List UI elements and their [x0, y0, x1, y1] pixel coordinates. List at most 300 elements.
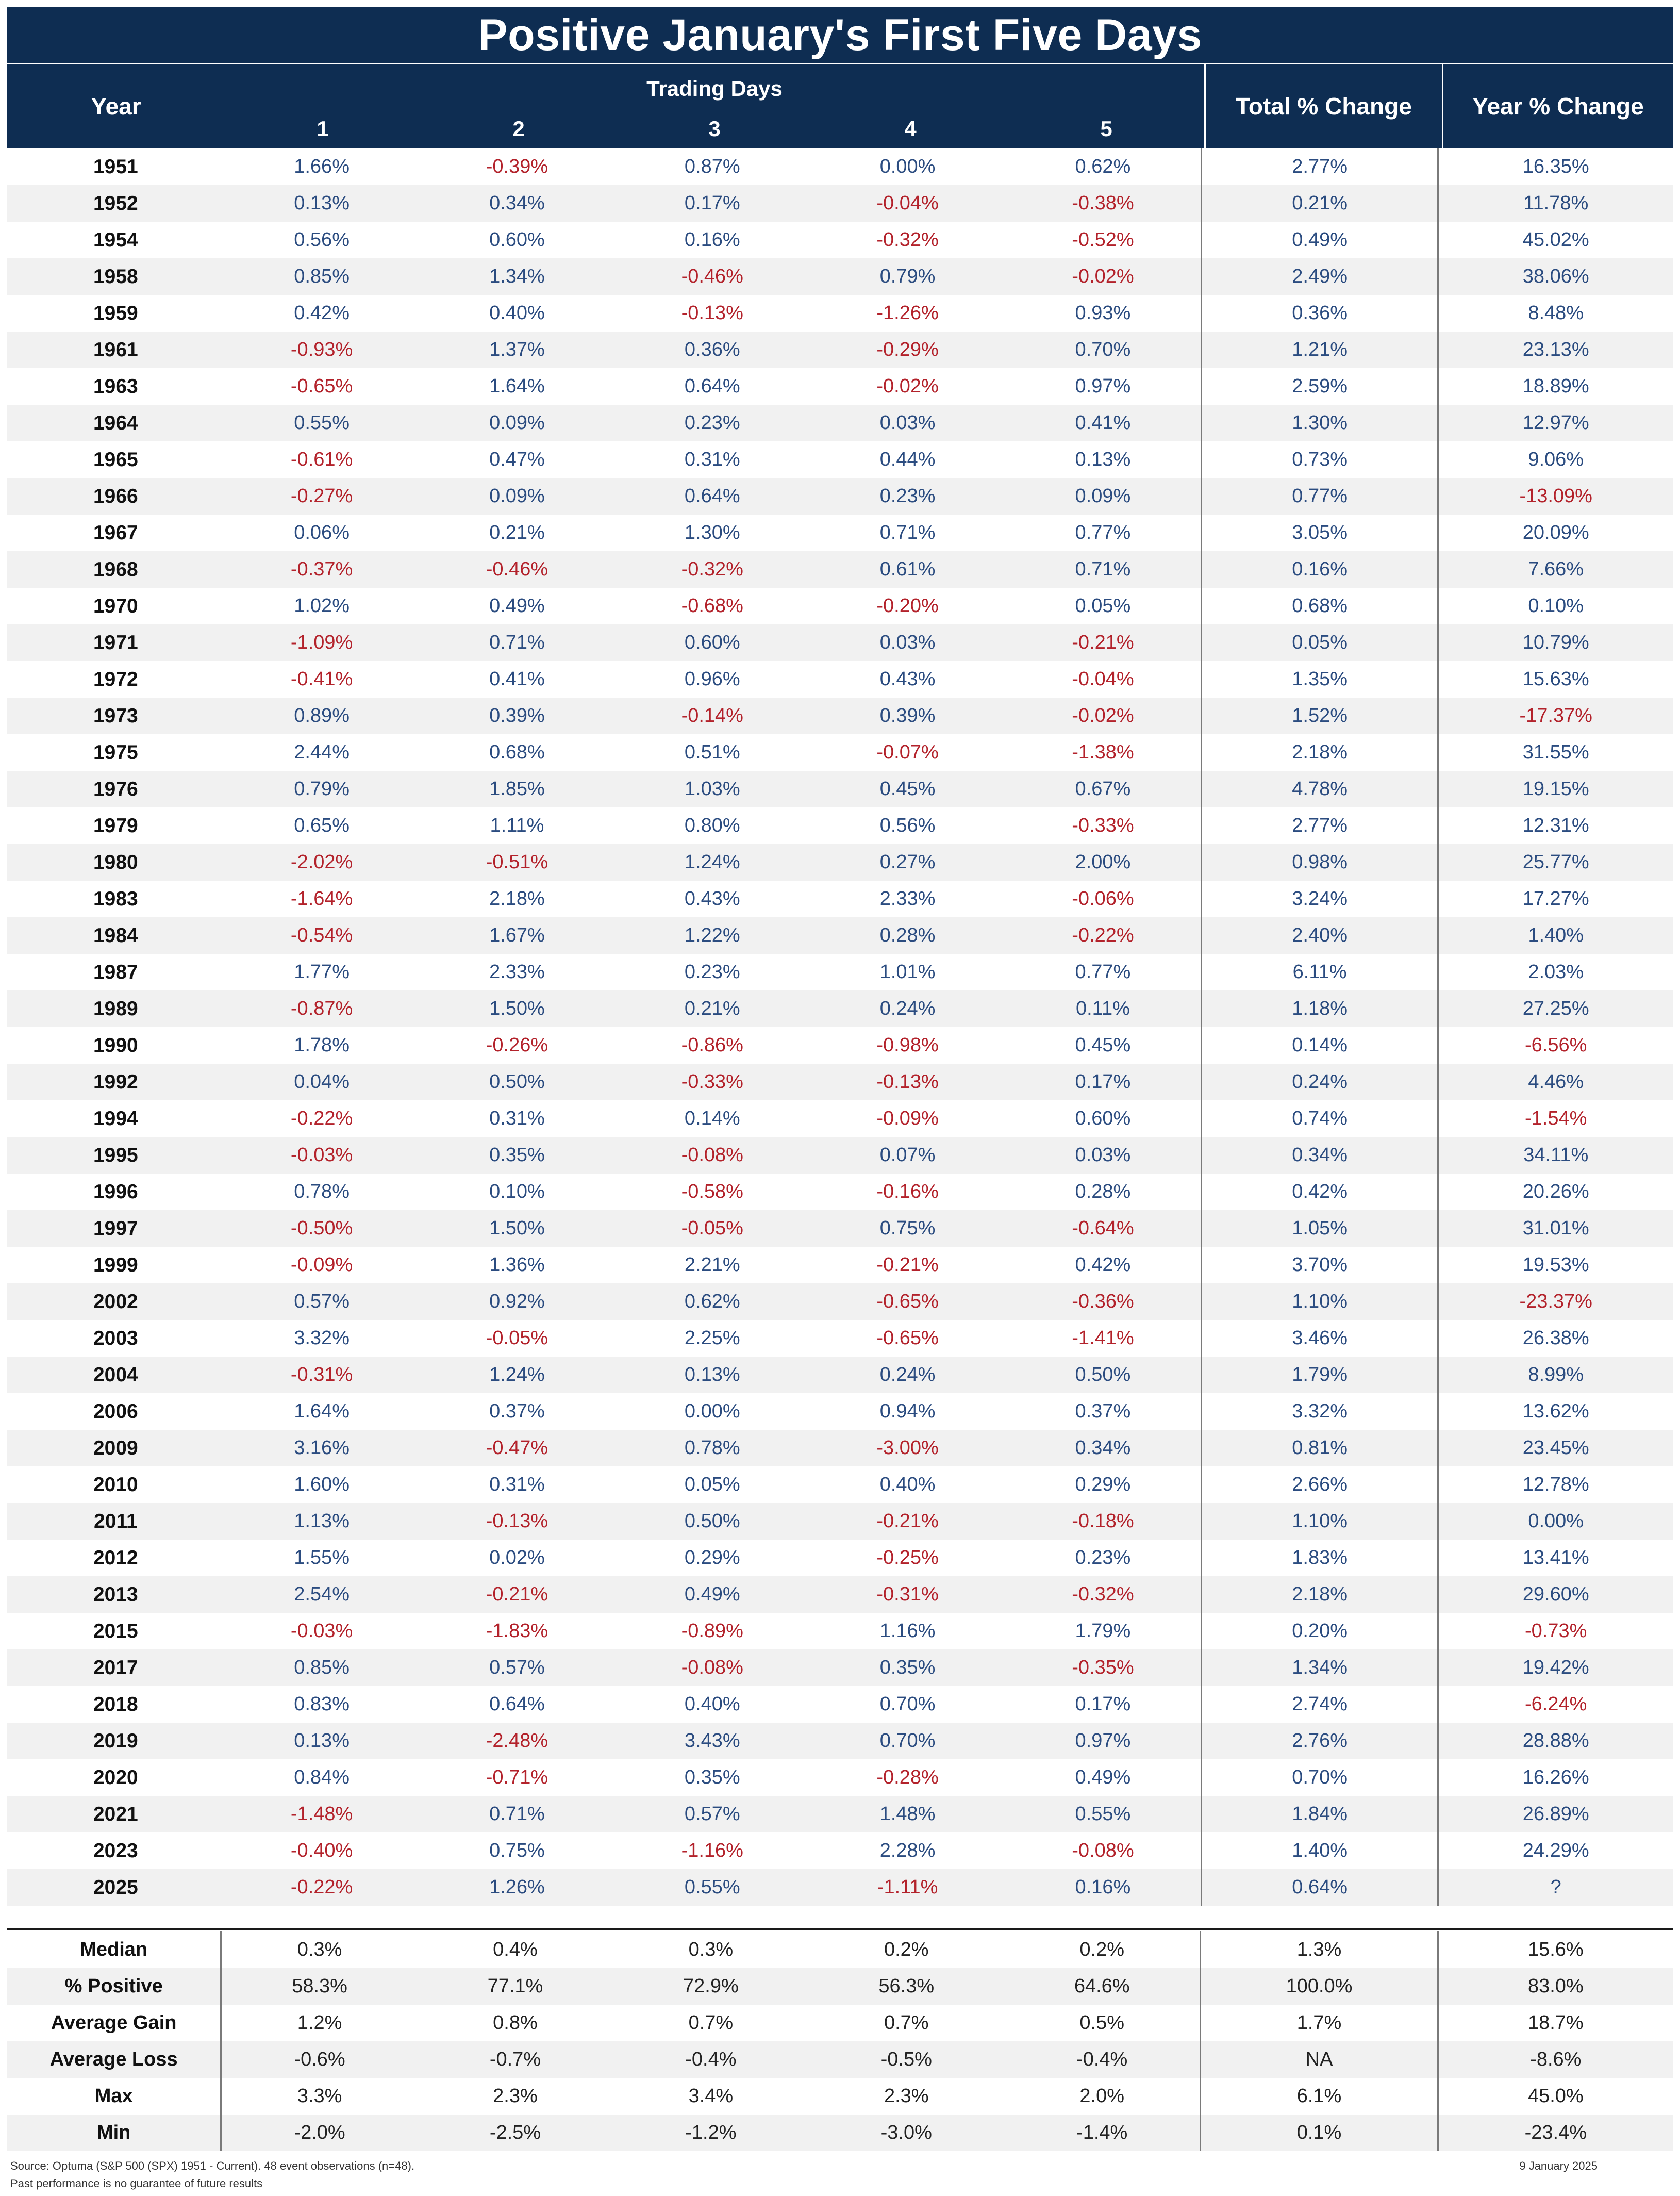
- day-5-cell: -0.33%: [1072, 815, 1134, 836]
- day-5-cell: -0.32%: [1072, 1583, 1134, 1605]
- day-3-cell: 0.50%: [684, 1510, 740, 1532]
- day-2-cell: 0.92%: [489, 1291, 545, 1312]
- year-change-cell: 16.35%: [1437, 148, 1673, 185]
- day-1-cell: 0.06%: [294, 522, 350, 543]
- total-change-cell: 1.83%: [1201, 1540, 1438, 1576]
- year-change-cell: -0.73%: [1437, 1613, 1673, 1649]
- day-2-cell: 0.09%: [489, 412, 545, 434]
- day-2-cell: -0.21%: [486, 1583, 548, 1605]
- year-cell: 1992: [93, 1070, 138, 1093]
- table-row: [7, 807, 1673, 844]
- stat-day-1: 3.3%: [297, 2085, 342, 2107]
- day-4-cell: 0.24%: [879, 998, 936, 1019]
- day-4-cell: 0.35%: [879, 1657, 936, 1678]
- day-1-cell: 0.13%: [294, 1730, 350, 1752]
- total-change-cell: 0.34%: [1201, 1137, 1438, 1174]
- day-4-cell: -0.09%: [876, 1108, 939, 1129]
- day-4-cell: -0.28%: [876, 1766, 939, 1788]
- total-change-cell: 2.77%: [1201, 807, 1438, 844]
- stat-day-4: 0.7%: [884, 2012, 929, 2034]
- year-cell: 1976: [93, 778, 138, 800]
- year-cell: 2018: [93, 1693, 138, 1715]
- stat-day-4: -0.5%: [880, 2049, 932, 2070]
- year-change-cell: 29.60%: [1437, 1576, 1673, 1613]
- stat-year: -23.4%: [1437, 2115, 1673, 2151]
- table-row: [7, 148, 1673, 185]
- day-3-cell: 1.24%: [684, 851, 740, 873]
- day-5-cell: 0.42%: [1075, 1254, 1131, 1276]
- footer-date: 9 January 2025: [1519, 2159, 1598, 2172]
- day-1-cell: -0.31%: [290, 1364, 353, 1385]
- day-5-cell: 0.49%: [1075, 1766, 1131, 1788]
- year-cell: 2002: [93, 1290, 138, 1313]
- stat-day-5: -1.4%: [1076, 2122, 1128, 2143]
- day-4-cell: 2.33%: [879, 888, 936, 910]
- table-row: [7, 185, 1673, 222]
- header-day-1: 1: [317, 117, 329, 141]
- day-1-cell: -0.93%: [290, 339, 353, 360]
- year-cell: 1994: [93, 1107, 138, 1130]
- table-row: [7, 1027, 1673, 1064]
- year-cell: 1971: [93, 631, 138, 654]
- day-5-cell: -0.38%: [1072, 192, 1134, 214]
- day-1-cell: 2.54%: [294, 1583, 350, 1605]
- table-row: [7, 1869, 1673, 1906]
- table-row: [7, 1357, 1673, 1393]
- year-change-cell: 26.38%: [1437, 1320, 1673, 1357]
- total-change-cell: 1.40%: [1201, 1832, 1438, 1869]
- day-3-cell: -0.13%: [681, 302, 743, 324]
- year-change-cell: 0.00%: [1437, 1503, 1673, 1540]
- year-change-cell: 17.27%: [1437, 881, 1673, 917]
- year-cell: 1963: [93, 375, 138, 398]
- table-row: [7, 1686, 1673, 1723]
- day-1-cell: 1.77%: [294, 961, 350, 983]
- stat-day-5: 2.0%: [1079, 2085, 1124, 2107]
- day-2-cell: -0.05%: [486, 1327, 548, 1349]
- stat-total: NA: [1200, 2041, 1437, 2078]
- stats-row: [7, 2005, 1673, 2041]
- table-row: [7, 258, 1673, 295]
- year-change-cell: ?: [1437, 1869, 1673, 1906]
- day-4-cell: -0.25%: [876, 1547, 939, 1568]
- stats-row: [7, 1931, 1673, 1968]
- page-title: Positive January's First Five Days: [7, 7, 1673, 63]
- total-change-cell: 3.05%: [1201, 515, 1438, 551]
- total-change-cell: 2.76%: [1201, 1723, 1438, 1759]
- day-3-cell: 0.23%: [684, 412, 740, 434]
- stat-year: 83.0%: [1437, 1968, 1673, 2005]
- total-change-cell: 2.66%: [1201, 1466, 1438, 1503]
- year-cell: 1990: [93, 1034, 138, 1056]
- table-row: [7, 1466, 1673, 1503]
- year-change-cell: 4.46%: [1437, 1064, 1673, 1100]
- day-4-cell: 0.71%: [879, 522, 936, 543]
- day-5-cell: 0.09%: [1075, 485, 1131, 507]
- year-cell: 1983: [93, 887, 138, 910]
- table-row: [7, 1503, 1673, 1540]
- table-header: [7, 64, 1673, 148]
- table-row: [7, 990, 1673, 1027]
- year-change-cell: 7.66%: [1437, 551, 1673, 588]
- total-change-cell: 1.84%: [1201, 1796, 1438, 1832]
- day-2-cell: 2.18%: [489, 888, 545, 910]
- table-row: [7, 661, 1673, 698]
- total-change-cell: 2.40%: [1201, 917, 1438, 954]
- total-change-cell: 4.78%: [1201, 771, 1438, 807]
- day-1-cell: 0.85%: [294, 1657, 350, 1678]
- day-5-cell: 0.17%: [1075, 1693, 1131, 1715]
- day-1-cell: 0.83%: [294, 1693, 350, 1715]
- day-2-cell: 1.37%: [489, 339, 545, 360]
- day-3-cell: 0.51%: [684, 741, 740, 763]
- year-cell: 1975: [93, 741, 138, 764]
- day-2-cell: 0.57%: [489, 1657, 545, 1678]
- day-4-cell: 2.28%: [879, 1840, 936, 1861]
- day-4-cell: -0.04%: [876, 192, 939, 214]
- year-change-cell: 13.41%: [1437, 1540, 1673, 1576]
- total-change-cell: 0.73%: [1201, 441, 1438, 478]
- total-change-cell: 3.32%: [1201, 1393, 1438, 1430]
- stat-day-1: 0.3%: [297, 1939, 342, 1960]
- stat-day-2: -0.7%: [489, 2049, 541, 2070]
- year-cell: 1984: [93, 924, 138, 947]
- stat-total: 6.1%: [1200, 2078, 1437, 2115]
- day-2-cell: 1.11%: [490, 815, 544, 836]
- year-cell: 1979: [93, 814, 138, 837]
- day-2-cell: 1.64%: [489, 375, 545, 397]
- year-change-cell: 28.88%: [1437, 1723, 1673, 1759]
- day-2-cell: 0.75%: [489, 1840, 545, 1861]
- year-cell: 1952: [93, 192, 138, 214]
- stat-day-2: 0.4%: [493, 1939, 538, 1960]
- stat-total: 1.3%: [1200, 1931, 1437, 1968]
- year-change-cell: 31.55%: [1437, 734, 1673, 771]
- day-2-cell: 1.67%: [489, 924, 545, 946]
- year-change-cell: 19.42%: [1437, 1649, 1673, 1686]
- year-change-cell: 2.03%: [1437, 954, 1673, 990]
- day-2-cell: -0.71%: [486, 1766, 548, 1788]
- year-cell: 2017: [93, 1656, 138, 1679]
- day-4-cell: 0.79%: [879, 266, 936, 287]
- stats-divider: [7, 1928, 1673, 1930]
- day-1-cell: 0.89%: [294, 705, 350, 727]
- stat-total: 100.0%: [1200, 1968, 1437, 2005]
- table-row: [7, 478, 1673, 515]
- year-cell: 2021: [93, 1803, 138, 1825]
- total-change-cell: 0.64%: [1201, 1869, 1438, 1906]
- table-row: [7, 1247, 1673, 1283]
- total-change-cell: 3.46%: [1201, 1320, 1438, 1357]
- year-cell: 1958: [93, 265, 138, 288]
- stat-year: 45.0%: [1437, 2078, 1673, 2115]
- stat-day-3: -1.2%: [685, 2122, 737, 2143]
- total-change-cell: 1.10%: [1201, 1283, 1438, 1320]
- day-1-cell: -0.61%: [290, 449, 353, 470]
- day-5-cell: 0.93%: [1075, 302, 1131, 324]
- day-1-cell: 0.78%: [294, 1181, 350, 1202]
- year-cell: 2013: [93, 1583, 138, 1606]
- total-change-cell: 1.35%: [1201, 661, 1438, 698]
- year-change-cell: 31.01%: [1437, 1210, 1673, 1247]
- day-4-cell: 1.01%: [879, 961, 936, 983]
- year-change-cell: 23.45%: [1437, 1430, 1673, 1466]
- year-change-cell: 8.48%: [1437, 295, 1673, 332]
- day-3-cell: 0.23%: [684, 961, 740, 983]
- day-2-cell: 0.31%: [489, 1474, 545, 1495]
- day-2-cell: 0.21%: [489, 522, 545, 543]
- year-cell: 1989: [93, 997, 138, 1020]
- day-2-cell: 0.64%: [489, 1693, 545, 1715]
- day-5-cell: 0.11%: [1075, 998, 1130, 1019]
- day-1-cell: 0.84%: [294, 1766, 350, 1788]
- day-2-cell: 1.50%: [489, 1217, 545, 1239]
- day-3-cell: -0.32%: [681, 558, 743, 580]
- day-4-cell: 0.23%: [879, 485, 936, 507]
- day-2-cell: -0.13%: [486, 1510, 548, 1532]
- day-5-cell: -0.04%: [1072, 668, 1134, 690]
- header-day-2: 2: [512, 117, 525, 141]
- day-4-cell: 0.70%: [879, 1693, 936, 1715]
- stats-row: [7, 1968, 1673, 2005]
- day-1-cell: -0.22%: [290, 1108, 353, 1129]
- year-cell: 2012: [93, 1546, 138, 1569]
- day-3-cell: 0.13%: [684, 1364, 740, 1385]
- day-3-cell: -0.08%: [681, 1144, 743, 1166]
- total-change-cell: 1.30%: [1201, 405, 1438, 441]
- day-2-cell: 0.49%: [489, 595, 545, 617]
- day-5-cell: 0.70%: [1075, 339, 1131, 360]
- year-cell: 1961: [93, 338, 138, 361]
- stat-day-2: -2.5%: [489, 2122, 541, 2143]
- day-5-cell: 0.29%: [1075, 1474, 1131, 1495]
- day-1-cell: 2.44%: [294, 741, 350, 763]
- day-4-cell: -0.21%: [876, 1254, 939, 1276]
- day-3-cell: 0.78%: [684, 1437, 740, 1459]
- total-change-cell: 1.18%: [1201, 990, 1438, 1027]
- day-5-cell: 0.50%: [1075, 1364, 1131, 1385]
- day-3-cell: 0.29%: [684, 1547, 740, 1568]
- day-1-cell: -0.50%: [290, 1217, 353, 1239]
- day-4-cell: -0.98%: [876, 1034, 939, 1056]
- day-3-cell: 0.87%: [684, 156, 740, 177]
- total-change-cell: 2.77%: [1201, 148, 1438, 185]
- total-change-cell: 0.24%: [1201, 1064, 1438, 1100]
- day-4-cell: -0.65%: [876, 1327, 939, 1349]
- day-5-cell: 0.77%: [1075, 522, 1131, 543]
- data-table-body: [7, 148, 1673, 1906]
- table-row: [7, 844, 1673, 881]
- day-5-cell: -0.64%: [1072, 1217, 1134, 1239]
- year-cell: 1987: [93, 961, 138, 983]
- year-change-cell: 26.89%: [1437, 1796, 1673, 1832]
- table-row: [7, 1137, 1673, 1174]
- year-cell: 2010: [93, 1473, 138, 1496]
- year-cell: 2020: [93, 1766, 138, 1789]
- day-4-cell: 0.44%: [879, 449, 936, 470]
- stat-day-5: 0.5%: [1079, 2012, 1124, 2034]
- stat-year: 18.7%: [1437, 2005, 1673, 2041]
- day-1-cell: 3.16%: [294, 1437, 350, 1459]
- total-change-cell: 0.81%: [1201, 1430, 1438, 1466]
- day-3-cell: -0.14%: [681, 705, 743, 727]
- day-3-cell: 0.35%: [684, 1766, 740, 1788]
- year-change-cell: -6.24%: [1437, 1686, 1673, 1723]
- total-change-cell: 0.98%: [1201, 844, 1438, 881]
- day-3-cell: 0.80%: [684, 815, 740, 836]
- year-cell: 2009: [93, 1437, 138, 1459]
- year-cell: 2023: [93, 1839, 138, 1862]
- day-4-cell: -0.07%: [876, 741, 939, 763]
- total-change-cell: 0.74%: [1201, 1100, 1438, 1137]
- stat-day-2: 77.1%: [487, 1975, 543, 1997]
- year-cell: 1965: [93, 448, 138, 471]
- day-4-cell: -0.02%: [876, 375, 939, 397]
- year-change-cell: 12.78%: [1437, 1466, 1673, 1503]
- table-row: [7, 368, 1673, 405]
- table-row: [7, 954, 1673, 990]
- day-4-cell: 0.28%: [879, 924, 936, 946]
- stat-label: Average Gain: [7, 2005, 222, 2041]
- year-change-cell: -1.54%: [1437, 1100, 1673, 1137]
- year-change-cell: -6.56%: [1437, 1027, 1673, 1064]
- day-4-cell: 0.70%: [879, 1730, 936, 1752]
- day-2-cell: -2.48%: [486, 1730, 548, 1752]
- day-2-cell: -1.83%: [486, 1620, 548, 1642]
- year-cell: 2019: [93, 1729, 138, 1752]
- table-row: [7, 515, 1673, 551]
- stat-day-2: 2.3%: [493, 2085, 538, 2107]
- day-2-cell: 1.50%: [489, 998, 545, 1019]
- total-change-cell: 0.42%: [1201, 1174, 1438, 1210]
- year-change-cell: 25.77%: [1437, 844, 1673, 881]
- table-row: [7, 698, 1673, 734]
- day-5-cell: 0.62%: [1075, 156, 1131, 177]
- day-2-cell: 0.71%: [489, 1803, 545, 1825]
- header-total-change: Total % Change: [1236, 93, 1412, 120]
- table-row: [7, 1393, 1673, 1430]
- day-1-cell: 0.13%: [294, 192, 350, 214]
- day-1-cell: -0.27%: [290, 485, 353, 507]
- year-cell: 1995: [93, 1144, 138, 1166]
- day-1-cell: -0.87%: [290, 998, 353, 1019]
- year-cell: 2015: [93, 1620, 138, 1642]
- day-1-cell: 1.78%: [294, 1034, 350, 1056]
- year-cell: 2003: [93, 1327, 138, 1349]
- stat-day-1: -0.6%: [294, 2049, 345, 2070]
- table-row: [7, 1540, 1673, 1576]
- table-row: [7, 1174, 1673, 1210]
- year-change-cell: 9.06%: [1437, 441, 1673, 478]
- day-4-cell: 0.45%: [879, 778, 936, 800]
- day-2-cell: 0.71%: [489, 632, 545, 653]
- day-1-cell: -0.03%: [290, 1144, 353, 1166]
- stat-label: Average Loss: [7, 2041, 222, 2078]
- header-day-4: 4: [904, 117, 917, 141]
- table-row: [7, 295, 1673, 332]
- total-change-cell: 2.18%: [1201, 1576, 1438, 1613]
- day-4-cell: -0.65%: [876, 1291, 939, 1312]
- year-change-cell: 10.79%: [1437, 624, 1673, 661]
- day-4-cell: 0.75%: [879, 1217, 936, 1239]
- year-cell: 1997: [93, 1217, 138, 1240]
- year-change-cell: 27.25%: [1437, 990, 1673, 1027]
- day-4-cell: -0.29%: [876, 339, 939, 360]
- day-5-cell: 0.41%: [1075, 412, 1131, 434]
- day-3-cell: 1.30%: [684, 522, 740, 543]
- day-3-cell: 2.21%: [684, 1254, 740, 1276]
- day-4-cell: -0.20%: [876, 595, 939, 617]
- day-1-cell: -0.40%: [290, 1840, 353, 1861]
- day-3-cell: -0.08%: [681, 1657, 743, 1678]
- year-cell: 1964: [93, 411, 138, 434]
- day-4-cell: 0.00%: [879, 156, 936, 177]
- year-change-cell: 11.78%: [1437, 185, 1673, 222]
- table-row: [7, 1576, 1673, 1613]
- stat-day-4: 56.3%: [878, 1975, 935, 1997]
- day-1-cell: -0.37%: [290, 558, 353, 580]
- day-3-cell: -0.58%: [681, 1181, 743, 1202]
- table-row: [7, 222, 1673, 258]
- year-change-cell: 38.06%: [1437, 258, 1673, 295]
- day-1-cell: 0.42%: [294, 302, 350, 324]
- day-4-cell: 0.24%: [879, 1364, 936, 1385]
- day-2-cell: 0.34%: [489, 192, 545, 214]
- total-change-cell: 3.24%: [1201, 881, 1438, 917]
- day-3-cell: 0.16%: [684, 229, 740, 251]
- day-2-cell: 0.47%: [489, 449, 545, 470]
- total-change-cell: 2.18%: [1201, 734, 1438, 771]
- day-5-cell: -0.08%: [1072, 1840, 1134, 1861]
- total-change-cell: 0.36%: [1201, 295, 1438, 332]
- table-row: [7, 1832, 1673, 1869]
- day-3-cell: 0.43%: [684, 888, 740, 910]
- year-cell: 2025: [93, 1876, 138, 1898]
- day-5-cell: 0.55%: [1075, 1803, 1131, 1825]
- total-change-cell: 0.70%: [1201, 1759, 1438, 1796]
- table-row: [7, 551, 1673, 588]
- day-1-cell: 0.57%: [294, 1291, 350, 1312]
- day-3-cell: 2.25%: [684, 1327, 740, 1349]
- stat-day-4: 0.2%: [884, 1939, 929, 1960]
- day-1-cell: -0.09%: [290, 1254, 353, 1276]
- day-5-cell: 0.45%: [1075, 1034, 1131, 1056]
- stat-day-3: 0.3%: [688, 1939, 734, 1960]
- table-row: [7, 1759, 1673, 1796]
- day-5-cell: -1.38%: [1072, 741, 1134, 763]
- day-3-cell: 0.40%: [684, 1693, 740, 1715]
- day-1-cell: 1.64%: [294, 1400, 350, 1422]
- day-3-cell: 0.64%: [684, 485, 740, 507]
- year-cell: 1996: [93, 1180, 138, 1203]
- day-5-cell: -0.06%: [1072, 888, 1134, 910]
- total-change-cell: 2.49%: [1201, 258, 1438, 295]
- year-change-cell: 23.13%: [1437, 332, 1673, 368]
- day-3-cell: 0.64%: [684, 375, 740, 397]
- total-change-cell: 0.68%: [1201, 588, 1438, 624]
- day-2-cell: 0.60%: [489, 229, 545, 251]
- stat-day-3: 72.9%: [683, 1975, 739, 1997]
- day-2-cell: 0.50%: [489, 1071, 545, 1093]
- day-1-cell: -0.65%: [290, 375, 353, 397]
- stat-day-3: -0.4%: [685, 2049, 737, 2070]
- day-2-cell: 1.24%: [489, 1364, 545, 1385]
- day-4-cell: 0.39%: [879, 705, 936, 727]
- day-5-cell: 0.97%: [1075, 375, 1131, 397]
- day-4-cell: -0.32%: [876, 229, 939, 251]
- total-change-cell: 1.10%: [1201, 1503, 1438, 1540]
- header-year: Year: [91, 93, 141, 120]
